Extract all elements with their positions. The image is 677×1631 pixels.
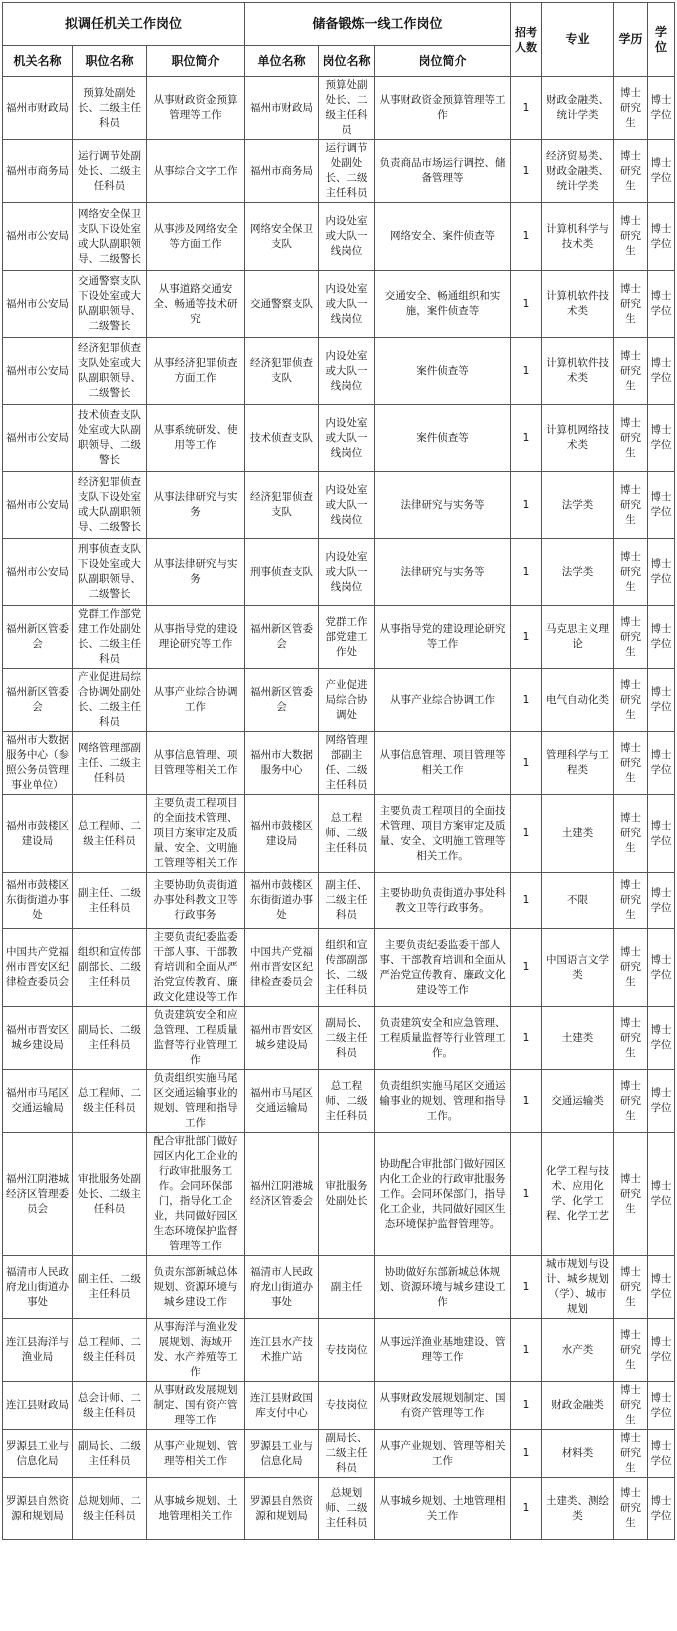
agency-name-cell: 福州市公安局 (3, 203, 73, 271)
post-name-cell: 总工程师、二级主任科员 (319, 795, 375, 873)
position-desc-cell: 从事法律研究与实务 (147, 539, 245, 606)
position-name-cell: 运行调节处副处长、二级主任科员 (73, 140, 147, 203)
unit-name-cell: 技术侦查支队 (245, 405, 319, 472)
count-cell: 1 (511, 1133, 542, 1256)
count-cell: 1 (511, 873, 542, 929)
position-desc-cell: 主要协助负责街道办事处科教文卫等行政事务 (147, 873, 245, 929)
recruitment-table-container (2, 2, 674, 1540)
count-cell: 1 (511, 1478, 542, 1540)
major-cell: 中国语言文学类 (542, 929, 614, 1007)
unit-name-cell: 刑事侦查支队 (245, 539, 319, 606)
post-desc-cell: 从事财政发展规划制定、国有资产管理等工作 (375, 1382, 511, 1430)
education-cell: 博士研究生 (614, 1133, 648, 1256)
position-name-cell: 总规划师、二级主任科员 (73, 1478, 147, 1540)
degree-cell: 博士学位 (648, 1007, 675, 1070)
agency-name-cell: 福州市财政局 (3, 77, 73, 140)
post-name-cell: 内设处室或大队一线岗位 (319, 405, 375, 472)
count-cell: 1 (511, 732, 542, 795)
education-cell: 博士研究生 (614, 77, 648, 140)
agency-name-cell: 福州市商务局 (3, 140, 73, 203)
post-desc-cell: 主要协助负责街道办事处科教文卫等行政事务。 (375, 873, 511, 929)
table-row (3, 1478, 675, 1540)
table-body (3, 77, 675, 1540)
position-desc-cell: 从事涉及网络安全等方面工作 (147, 203, 245, 271)
major-cell: 土建类 (542, 1007, 614, 1070)
education-cell: 博士研究生 (614, 1070, 648, 1133)
count-cell: 1 (511, 539, 542, 606)
major-cell: 不限 (542, 873, 614, 929)
major-cell: 经济贸易类、财政金融类、统计学类 (542, 140, 614, 203)
post-desc-cell: 主要负责工程项目的全面技术管理、项目方案审定及质量、安全、文明施工管理等相关工作。 (375, 795, 511, 873)
position-desc-cell: 从事产业规划、管理等相关工作 (147, 1430, 245, 1478)
unit-name-cell: 福州市财政局 (245, 77, 319, 140)
unit-name-cell: 罗源县自然资源和规划局 (245, 1478, 319, 1540)
education-cell: 博士研究生 (614, 732, 648, 795)
agency-name-cell: 连江县海洋与渔业局 (3, 1319, 73, 1382)
post-desc-cell: 负责建筑安全和应急管理、工程质量监督等行业管理工作。 (375, 1007, 511, 1070)
table-row (3, 1319, 675, 1382)
unit-name-cell: 福州市晋安区城乡建设局 (245, 1007, 319, 1070)
education-cell: 博士研究生 (614, 669, 648, 732)
unit-name-cell: 连江县财政国库支付中心 (245, 1382, 319, 1430)
post-desc-cell: 从事城乡规划、土地管理相关工作 (375, 1478, 511, 1540)
position-name-cell: 总会计师、二级主任科员 (73, 1382, 147, 1430)
table-row (3, 1430, 675, 1478)
position-desc-cell: 从事道路交通安全、畅通等技术研究 (147, 271, 245, 338)
unit-name-cell: 网络安全保卫支队 (245, 203, 319, 271)
major-cell: 计算机科学与技术类 (542, 203, 614, 271)
table-row (3, 606, 675, 669)
major-cell: 法学类 (542, 472, 614, 539)
position-desc-cell: 从事城乡规划、土地管理相关工作 (147, 1478, 245, 1540)
count-cell: 1 (511, 140, 542, 203)
post-desc-cell: 从事远洋渔业基地建设、管理等工作 (375, 1319, 511, 1382)
table-row (3, 77, 675, 140)
unit-name-cell: 连江县水产技术推广站 (245, 1319, 319, 1382)
degree-cell: 博士学位 (648, 1133, 675, 1256)
post-name-cell: 预算处副处长、二级主任科员 (319, 77, 375, 140)
count-cell: 1 (511, 472, 542, 539)
unit-name-cell: 经济犯罪侦查支队 (245, 472, 319, 539)
agency-name-cell: 福州市马尾区交通运输局 (3, 1070, 73, 1133)
position-name-cell: 网络安全保卫支队下设处室或大队副职领导、二级警长 (73, 203, 147, 271)
unit-name-cell: 罗源县工业与信息化局 (245, 1430, 319, 1478)
post-name-cell: 内设处室或大队一线岗位 (319, 203, 375, 271)
position-name-cell: 经济犯罪侦查支队处室或大队副职领导、二级警长 (73, 338, 147, 405)
degree-cell: 博士学位 (648, 271, 675, 338)
header-education: 学历 (614, 3, 648, 77)
count-cell: 1 (511, 1007, 542, 1070)
major-cell: 计算机软件技术类 (542, 338, 614, 405)
header-count: 招考人数 (511, 3, 542, 77)
position-desc-cell: 配合审批部门做好园区内化工企业的行政审批服务工作。会同环保部门，指导化工企业，共同做好园区生态环境保护监督管理等工作 (147, 1133, 245, 1256)
count-cell: 1 (511, 606, 542, 669)
post-name-cell: 专技岗位 (319, 1319, 375, 1382)
table-row (3, 1256, 675, 1319)
position-name-cell: 党群工作部党建工作处副处长、二级主任科员 (73, 606, 147, 669)
major-cell: 管理科学与工程类 (542, 732, 614, 795)
table-row (3, 140, 675, 203)
post-desc-cell: 从事指导党的建设理论研究等工作 (375, 606, 511, 669)
post-name-cell: 党群工作部党建工作处 (319, 606, 375, 669)
post-desc-cell: 从事产业规划、管理等相关工作 (375, 1430, 511, 1478)
major-cell: 财政金融类、统计学类 (542, 77, 614, 140)
position-name-cell: 组织和宣传部副部长、二级主任科员 (73, 929, 147, 1007)
post-name-cell: 组织和宣传部副部长、二级主任科员 (319, 929, 375, 1007)
post-desc-cell: 法律研究与实务等 (375, 472, 511, 539)
major-cell: 城市规划与设计、城乡规划（学）、城市规划 (542, 1256, 614, 1319)
post-desc-cell: 从事财政资金预算管理等工作 (375, 77, 511, 140)
table-row (3, 795, 675, 873)
unit-name-cell: 福州市马尾区交通运输局 (245, 1070, 319, 1133)
position-desc-cell: 从事经济犯罪侦查方面工作 (147, 338, 245, 405)
position-name-cell: 副主任、二级主任科员 (73, 1256, 147, 1319)
major-cell: 土建类 (542, 795, 614, 873)
education-cell: 博士研究生 (614, 1430, 648, 1478)
position-desc-cell: 从事财政发展规划制定、国有资产管理等工作 (147, 1382, 245, 1430)
degree-cell: 博士学位 (648, 77, 675, 140)
header-unit-name: 单位名称 (245, 46, 319, 77)
degree-cell: 博士学位 (648, 929, 675, 1007)
education-cell: 博士研究生 (614, 606, 648, 669)
table-row (3, 1133, 675, 1256)
degree-cell: 博士学位 (648, 140, 675, 203)
header-post-name: 岗位名称 (319, 46, 375, 77)
count-cell: 1 (511, 271, 542, 338)
table-row (3, 472, 675, 539)
table-row (3, 929, 675, 1007)
position-desc-cell: 负责东部新城总体规划、资源环境与城乡建设工作 (147, 1256, 245, 1319)
major-cell: 化学工程与技术、应用化学、化学工程、化学工艺 (542, 1133, 614, 1256)
agency-name-cell: 福州江阴港城经济区管理委员会 (3, 1133, 73, 1256)
agency-name-cell: 福州市公安局 (3, 539, 73, 606)
agency-name-cell: 福州市鼓楼区建设局 (3, 795, 73, 873)
post-name-cell: 副主任、二级主任科员 (319, 873, 375, 929)
group-header-row (3, 3, 675, 46)
degree-cell: 博士学位 (648, 1382, 675, 1430)
table-row (3, 873, 675, 929)
count-cell: 1 (511, 929, 542, 1007)
position-name-cell: 预算处副处长、二级主任科员 (73, 77, 147, 140)
count-cell: 1 (511, 1382, 542, 1430)
position-desc-cell: 从事系统研发、使用等工作 (147, 405, 245, 472)
position-desc-cell: 负责组织实施马尾区交通运输事业的规划、管理和指导工作 (147, 1070, 245, 1133)
position-desc-cell: 从事产业综合协调工作 (147, 669, 245, 732)
unit-name-cell: 福州江阴港城经济区管委会 (245, 1133, 319, 1256)
agency-name-cell: 福清市人民政府龙山街道办事处 (3, 1256, 73, 1319)
degree-cell: 博士学位 (648, 203, 675, 271)
education-cell: 博士研究生 (614, 405, 648, 472)
table-row (3, 405, 675, 472)
post-name-cell: 总工程师、二级主任科员 (319, 1070, 375, 1133)
unit-name-cell: 福州市鼓楼区东街街道办事处 (245, 873, 319, 929)
post-desc-cell: 网络安全、案件侦查等 (375, 203, 511, 271)
group-header-right: 储备锻炼一线工作岗位 (245, 3, 511, 46)
position-name-cell: 总工程师、二级主任科员 (73, 795, 147, 873)
agency-name-cell: 福州新区管委会 (3, 669, 73, 732)
agency-name-cell: 福州市晋安区城乡建设局 (3, 1007, 73, 1070)
major-cell: 电气自动化类 (542, 669, 614, 732)
major-cell: 计算机软件技术类 (542, 271, 614, 338)
count-cell: 1 (511, 1319, 542, 1382)
post-name-cell: 总规划师、二级主任科员 (319, 1478, 375, 1540)
education-cell: 博士研究生 (614, 539, 648, 606)
major-cell: 马克思主义理论 (542, 606, 614, 669)
degree-cell: 博士学位 (648, 1256, 675, 1319)
agency-name-cell: 罗源县自然资源和规划局 (3, 1478, 73, 1540)
position-desc-cell: 从事指导党的建设理论研究等工作 (147, 606, 245, 669)
agency-name-cell: 福州新区管委会 (3, 606, 73, 669)
post-desc-cell: 案件侦查等 (375, 338, 511, 405)
post-desc-cell: 交通安全、畅通组织和实施，案件侦查等 (375, 271, 511, 338)
post-name-cell: 运行调节处副处长、二级主任科员 (319, 140, 375, 203)
header-major: 专业 (542, 3, 614, 77)
post-name-cell: 专技岗位 (319, 1382, 375, 1430)
agency-name-cell: 福州市鼓楼区东街街道办事处 (3, 873, 73, 929)
agency-name-cell: 罗源县工业与信息化局 (3, 1430, 73, 1478)
post-desc-cell: 从事产业综合协调工作 (375, 669, 511, 732)
count-cell: 1 (511, 203, 542, 271)
table-row (3, 732, 675, 795)
table-row (3, 669, 675, 732)
degree-cell: 博士学位 (648, 1070, 675, 1133)
count-cell: 1 (511, 795, 542, 873)
table-row (3, 1382, 675, 1430)
post-name-cell: 副局长、二级主任科员 (319, 1430, 375, 1478)
count-cell: 1 (511, 338, 542, 405)
agency-name-cell: 福州市大数据服务中心（参照公务员管理事业单位） (3, 732, 73, 795)
post-desc-cell: 从事信息管理、项目管理等相关工作 (375, 732, 511, 795)
unit-name-cell: 福州市大数据服务中心 (245, 732, 319, 795)
education-cell: 博士研究生 (614, 1319, 648, 1382)
position-name-cell: 副主任、二级主任科员 (73, 873, 147, 929)
position-desc-cell: 从事综合文字工作 (147, 140, 245, 203)
position-name-cell: 审批服务处副处长、二级主任科员 (73, 1133, 147, 1256)
position-name-cell: 副局长、二级主任科员 (73, 1007, 147, 1070)
count-cell: 1 (511, 77, 542, 140)
education-cell: 博士研究生 (614, 1478, 648, 1540)
unit-name-cell: 交通警察支队 (245, 271, 319, 338)
major-cell: 土建类、测绘类 (542, 1478, 614, 1540)
group-header-left: 拟调任机关工作岗位 (3, 3, 245, 46)
header-agency-name: 机关名称 (3, 46, 73, 77)
agency-name-cell: 中国共产党福州市晋安区纪律检查委员会 (3, 929, 73, 1007)
degree-cell: 博士学位 (648, 606, 675, 669)
position-name-cell: 总工程师、二级主任科员 (73, 1319, 147, 1382)
unit-name-cell: 福州市鼓楼区建设局 (245, 795, 319, 873)
degree-cell: 博士学位 (648, 472, 675, 539)
post-name-cell: 产业促进局综合协调处 (319, 669, 375, 732)
post-desc-cell: 协助配合审批部门做好园区内化工企业的行政审批服务工作。会同环保部门，指导化工企业，共同做好园区生态环境保护监督管理等。 (375, 1133, 511, 1256)
major-cell: 计算机网络技术类 (542, 405, 614, 472)
education-cell: 博士研究生 (614, 1256, 648, 1319)
post-desc-cell: 协助做好东部新城总体规划、资源环境与城乡建设工作 (375, 1256, 511, 1319)
position-name-cell: 网络管理部副主任、二级主任科员 (73, 732, 147, 795)
post-name-cell: 内设处室或大队一线岗位 (319, 271, 375, 338)
education-cell: 博士研究生 (614, 873, 648, 929)
position-desc-cell: 从事财政资金预算管理等工作 (147, 77, 245, 140)
table-row (3, 203, 675, 271)
unit-name-cell: 福清市人民政府龙山街道办事处 (245, 1256, 319, 1319)
post-desc-cell: 主要负责纪委监委干部人事、干部教育培训和全面从严治党宣传教育、廉政文化建设等工作 (375, 929, 511, 1007)
position-name-cell: 产业促进局综合协调处副处长、二级主任科员 (73, 669, 147, 732)
position-desc-cell: 从事海洋与渔业发展规划、海域开发、水产养殖等工作 (147, 1319, 245, 1382)
position-desc-cell: 主要负责工程项目的全面技术管理、项目方案审定及质量、安全、文明施工管理等相关工作 (147, 795, 245, 873)
degree-cell: 博士学位 (648, 405, 675, 472)
degree-cell: 博士学位 (648, 669, 675, 732)
degree-cell: 博士学位 (648, 1430, 675, 1478)
recruitment-table (2, 2, 675, 1540)
major-cell: 财政金融类 (542, 1382, 614, 1430)
position-name-cell: 交通警察支队下设处室或大队副职领导、二级警长 (73, 271, 147, 338)
unit-name-cell: 福州市商务局 (245, 140, 319, 203)
degree-cell: 博士学位 (648, 1319, 675, 1382)
position-name-cell: 刑事侦查支队下设处室或大队副职领导、二级警长 (73, 539, 147, 606)
post-name-cell: 内设处室或大队一线岗位 (319, 472, 375, 539)
degree-cell: 博士学位 (648, 795, 675, 873)
degree-cell: 博士学位 (648, 539, 675, 606)
degree-cell: 博士学位 (648, 1478, 675, 1540)
education-cell: 博士研究生 (614, 929, 648, 1007)
major-cell: 水产类 (542, 1319, 614, 1382)
position-name-cell: 副局长、二级主任科员 (73, 1430, 147, 1478)
post-name-cell: 副主任 (319, 1256, 375, 1319)
count-cell: 1 (511, 1430, 542, 1478)
agency-name-cell: 连江县财政局 (3, 1382, 73, 1430)
position-name-cell: 总工程师、二级主任科员 (73, 1070, 147, 1133)
table-row (3, 1007, 675, 1070)
education-cell: 博士研究生 (614, 795, 648, 873)
agency-name-cell: 福州市公安局 (3, 472, 73, 539)
post-desc-cell: 法律研究与实务等 (375, 539, 511, 606)
post-name-cell: 内设处室或大队一线岗位 (319, 338, 375, 405)
major-cell: 交通运输类 (542, 1070, 614, 1133)
education-cell: 博士研究生 (614, 271, 648, 338)
header-position-desc: 职位简介 (147, 46, 245, 77)
position-name-cell: 经济犯罪侦查支队下设处室或大队副职领导、二级警长 (73, 472, 147, 539)
major-cell: 法学类 (542, 539, 614, 606)
education-cell: 博士研究生 (614, 338, 648, 405)
position-desc-cell: 主要负责纪委监委干部人事、干部教育培训和全面从严治党宣传教育、廉政文化建设等工作 (147, 929, 245, 1007)
count-cell: 1 (511, 1256, 542, 1319)
post-name-cell: 副局长、二级主任科员 (319, 1007, 375, 1070)
education-cell: 博士研究生 (614, 1007, 648, 1070)
unit-name-cell: 经济犯罪侦查支队 (245, 338, 319, 405)
degree-cell: 博士学位 (648, 732, 675, 795)
post-name-cell: 网络管理部副主任、二级主任科员 (319, 732, 375, 795)
major-cell: 材料类 (542, 1430, 614, 1478)
agency-name-cell: 福州市公安局 (3, 338, 73, 405)
table-row (3, 271, 675, 338)
post-name-cell: 内设处室或大队一线岗位 (319, 539, 375, 606)
position-desc-cell: 负责建筑安全和应急管理、工程质量监督等行业管理工作 (147, 1007, 245, 1070)
post-desc-cell: 案件侦查等 (375, 405, 511, 472)
position-desc-cell: 从事法律研究与实务 (147, 472, 245, 539)
degree-cell: 博士学位 (648, 873, 675, 929)
count-cell: 1 (511, 405, 542, 472)
agency-name-cell: 福州市公安局 (3, 271, 73, 338)
count-cell: 1 (511, 669, 542, 732)
unit-name-cell: 中国共产党福州市晋安区纪律检查委员会 (245, 929, 319, 1007)
post-desc-cell: 负责组织实施马尾区交通运输事业的规划、管理和指导工作。 (375, 1070, 511, 1133)
unit-name-cell: 福州新区管委会 (245, 606, 319, 669)
degree-cell: 博士学位 (648, 338, 675, 405)
post-desc-cell: 负责商品市场运行调控、储备管理等 (375, 140, 511, 203)
table-row (3, 1070, 675, 1133)
header-post-desc: 岗位简介 (375, 46, 511, 77)
position-desc-cell: 从事信息管理、项目管理等相关工作 (147, 732, 245, 795)
education-cell: 博士研究生 (614, 140, 648, 203)
table-row (3, 539, 675, 606)
education-cell: 博士研究生 (614, 1382, 648, 1430)
education-cell: 博士研究生 (614, 203, 648, 271)
count-cell: 1 (511, 1070, 542, 1133)
header-position-name: 职位名称 (73, 46, 147, 77)
table-row (3, 338, 675, 405)
position-name-cell: 技术侦查支队处室或大队副职领导、二级警长 (73, 405, 147, 472)
unit-name-cell: 福州新区管委会 (245, 669, 319, 732)
post-name-cell: 审批服务处副处长 (319, 1133, 375, 1256)
education-cell: 博士研究生 (614, 472, 648, 539)
agency-name-cell: 福州市公安局 (3, 405, 73, 472)
header-degree: 学位 (648, 3, 675, 77)
